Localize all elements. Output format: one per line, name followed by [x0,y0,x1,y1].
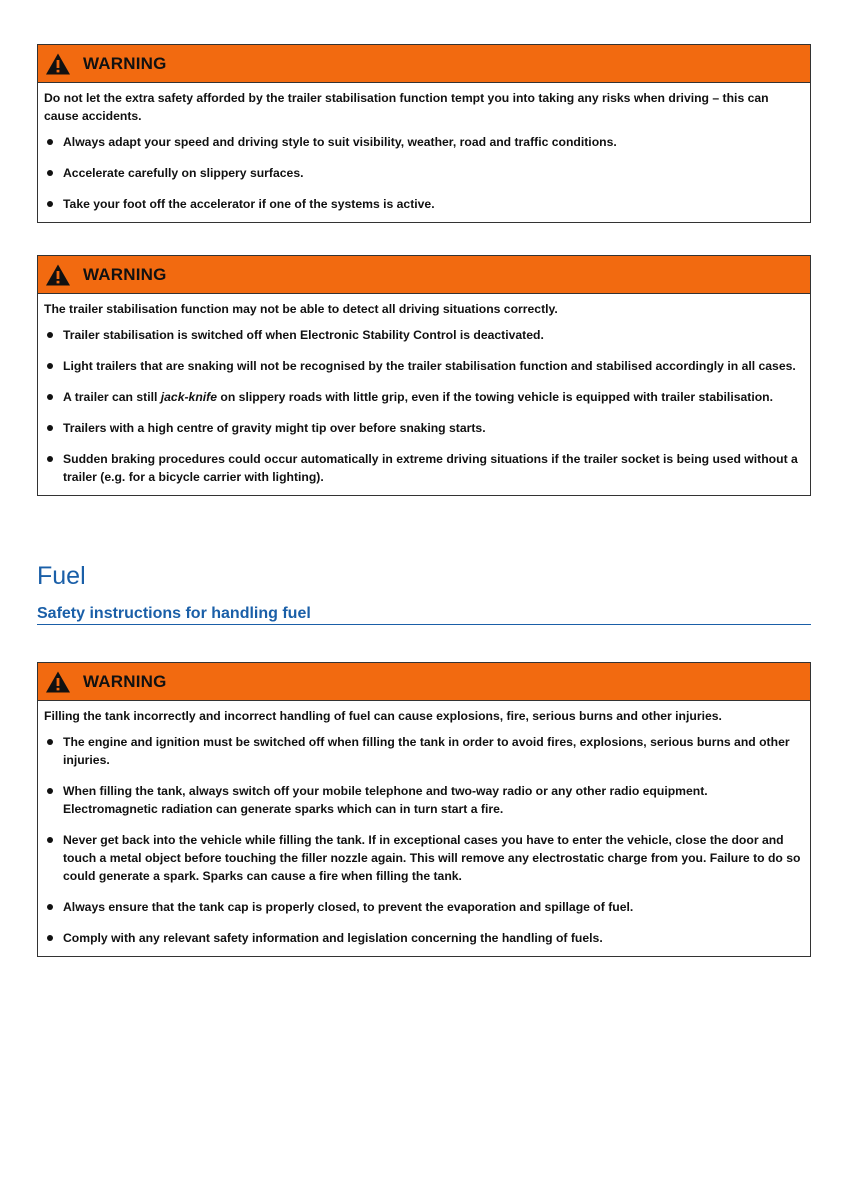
warning-list [44,733,804,947]
list-item-text: A trailer can still [63,390,161,404]
list-item: Never get back into the vehicle while filling the tank. If in exceptional cases you have to enter the vehicle, close the door and touch a metal object before touching the filler nozzle again. This will remove any electrostatic charge from you. Failure to do so could generate a spark. Sparks can cause a fire when filling the tank. [44,831,804,885]
warning-triangle-icon [45,263,71,287]
warning-header [38,256,810,294]
list-item: Always ensure that the tank cap is properly closed, to prevent the evaporation and spillage of fuel. [44,898,804,916]
warning-body [38,294,810,495]
warning-triangle-icon [45,670,71,694]
list-item: Comply with any relevant safety information and legislation concerning the handling of fuels. [44,929,804,947]
warning-triangle-icon [45,52,71,76]
warning-intro: Do not let the extra safety afforded by the trailer stabilisation function tempt you into taking any risks when driving – this can cause accidents. [44,91,769,123]
list-item: When filling the tank, always switch off your mobile telephone and two-way radio or any other radio equipment. Electromagnetic radiation can generate sparks which can in turn start a fire. [44,782,804,818]
list-item: Light trailers that are snaking will not be recognised by the trailer stabilisation function and stabilised accordingly in all cases. [44,357,804,375]
warning-intro: Filling the tank incorrectly and incorrect handling of fuel can cause explosions, fire, serious burns and other injuries. [44,709,722,723]
section-title: Fuel [37,562,86,590]
list-item: Sudden braking procedures could occur automatically in extreme driving situations if the trailer socket is being used without a trailer (e.g. for a bicycle carrier with lighting). [44,450,804,486]
warning-intro: The trailer stabilisation function may not be able to detect all driving situations correctly. [44,302,558,316]
list-item: Accelerate carefully on slippery surfaces. [44,164,804,182]
warning-list [44,326,804,486]
warning-body [38,83,810,222]
list-item [44,388,804,406]
warning-list [44,133,804,213]
emphasis-jack-knife: jack-knife [160,390,217,404]
list-item: Always adapt your speed and driving style to suit visibility, weather, road and traffic conditions. [44,133,804,151]
warning-header [38,663,810,701]
warning-title: WARNING [83,53,167,73]
warning-box-trailer-detection [37,255,811,496]
warning-title: WARNING [83,671,167,691]
warning-box-trailer-safety [37,44,811,223]
warning-header [38,45,810,83]
list-item: The engine and ignition must be switched off when filling the tank in order to avoid fires, explosions, serious burns and other injuries. [44,733,804,769]
subsection-title: Safety instructions for handling fuel [37,605,311,622]
list-item: Trailer stabilisation is switched off when Electronic Stability Control is deactivated. [44,326,804,344]
list-item: Take your foot off the accelerator if one of the systems is active. [44,195,804,213]
warning-body [38,701,810,956]
list-item: Trailers with a high centre of gravity might tip over before snaking starts. [44,419,804,437]
subsection-heading [37,605,811,625]
warning-box-fuel [37,662,811,957]
warning-title: WARNING [83,264,167,284]
list-item-text: on slippery roads with little grip, even if the towing vehicle is equipped with trailer stabilisation. [217,390,773,404]
